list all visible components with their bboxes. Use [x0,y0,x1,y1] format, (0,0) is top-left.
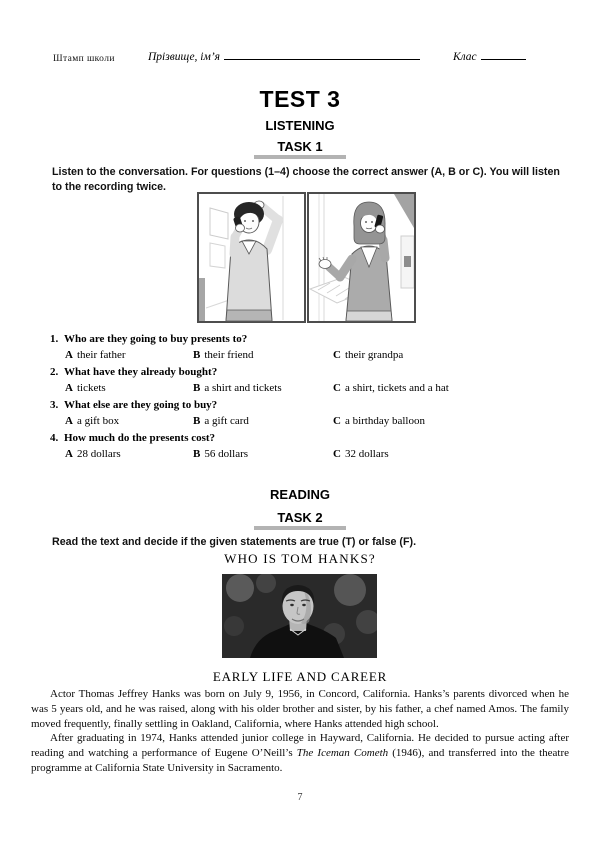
school-stamp-label: Штамп школи [53,54,115,64]
question-4-options [65,446,570,462]
task-2-heading [0,510,600,530]
passage-subheading: EARLY LIFE AND CAREER [212,669,388,684]
option-c: C their grandpa [333,349,404,361]
option-a: A 28 dollars [65,448,121,460]
phone-conversation-drawing [197,192,416,323]
tom-hanks-photo [222,574,377,658]
option-c: C 32 dollars [333,448,389,460]
reading-passage [31,687,569,776]
question-text: 4. How much do the presents cost? [50,432,216,444]
reading-section-title: READING [270,487,330,502]
tom-hanks-portrait-image [222,574,377,658]
question-1 [50,331,570,363]
class-field [453,49,526,63]
listening-section-title: LISTENING [265,118,335,133]
task-2-underline [254,526,346,530]
option-a: A their father [65,349,126,361]
listening-questions [50,331,570,463]
class-field-line [481,49,526,60]
question-text: 2. What have they already bought? [50,366,218,378]
listening-instructions: Listen to the conversation. For questions (1–4) choose the correct answer (A, B or C). You will listen to the recording twice. [52,166,560,193]
reading-instructions: Read the text and decide if the given statements are true (T) or false (F). [52,536,417,548]
option-c: C a birthday balloon [333,415,425,427]
question-number: 2. [50,366,59,378]
page-number: 7 [297,792,303,803]
option-b: B a shirt and tickets [193,382,282,394]
question-number: 4. [50,432,59,444]
passage-paragraph-2: After graduating in 1974, Hanks attended junior college in Hayward, California. He decided to pursue acting after reading and watching a performance of Eugene O’Neill’s The Iceman Cometh (1946), and transferred into the theatre programme at California State University in Sacramento. [31,732,569,774]
page-title: TEST 3 [259,86,341,112]
option-b: B their friend [193,349,254,361]
question-1-options [65,347,570,363]
name-field-label: Прізвище, ім’я [148,51,221,63]
option-a: A a gift box [65,415,120,427]
option-b: B a gift card [193,415,249,427]
question-number: 1. [50,333,59,345]
question-text: 1. Who are they going to buy presents to? [50,333,248,345]
question-2-options [65,380,570,396]
option-a: A tickets [65,382,106,394]
name-field-line [224,49,420,60]
book-title-italic: The Iceman Cometh [296,747,389,760]
task-2-label: TASK 2 [277,510,323,525]
question-3-options [65,413,570,429]
passage-title: WHO IS TOM HANKS? [224,551,376,566]
class-field-label: Клас [453,51,477,63]
question-3 [50,397,570,429]
question-number: 3. [50,399,59,411]
conversation-illustration [197,192,416,323]
option-b: B 56 dollars [193,448,249,460]
name-field [148,49,420,63]
task-1-label: TASK 1 [277,139,323,154]
task-1-heading [0,139,600,159]
passage-paragraph-1: Actor Thomas Jeffrey Hanks was born on July 9, 1956, in Concord, California. Hanks’s parents divorced when he was 5 years old, and he was raised, along with his older brother and sister, by his father, a chef named Amos. The family moved frequently, finally settling in Oakland, California, where Hanks attended high school. [31,688,569,730]
question-2 [50,364,570,396]
option-c: C a shirt, tickets and a hat [333,382,449,394]
question-4 [50,430,570,462]
task-1-underline [254,155,346,159]
question-text: 3. What else are they going to buy? [50,399,218,411]
